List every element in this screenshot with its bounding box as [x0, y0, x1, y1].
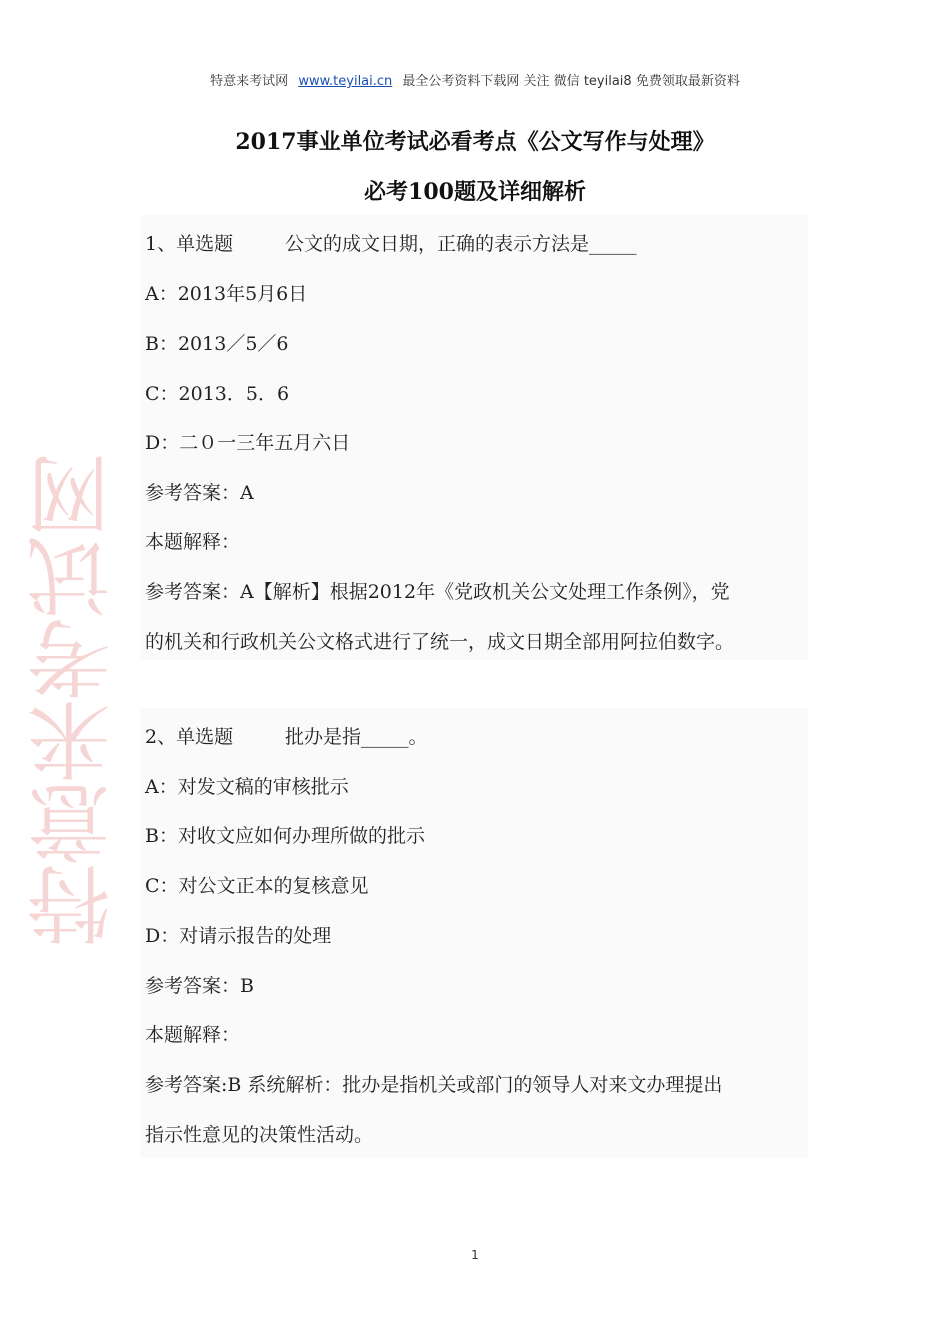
explain-label: 本题解释：	[145, 1024, 241, 1046]
doc-title-line1: 2017事业单位考试必看考点《公文写作与处理》	[235, 129, 715, 155]
explain-line: 的机关和行政机关公文格式进行了统一，成文日期全部用阿拉伯数字。	[145, 631, 735, 653]
explain-line: 指示性意见的决策性活动。	[145, 1124, 374, 1146]
question-header	[145, 722, 428, 749]
site-link[interactable]: www.teyilai.cn	[298, 74, 393, 89]
watermark-text: 特意来考试网	[26, 455, 124, 947]
answer-text: 参考答案：B	[145, 975, 254, 997]
option-d: D：对请示报告的处理	[145, 925, 332, 947]
explain-label: 本题解释：	[145, 531, 241, 553]
doc-title-line2: 必考100题及详细解析	[364, 179, 586, 205]
page-number: 1	[471, 1248, 479, 1262]
answer-text: 参考答案：A	[145, 482, 254, 504]
explain-line: 参考答案：A【解析】根据2012年《党政机关公文处理工作条例》，党	[145, 581, 730, 603]
question-header	[145, 229, 637, 256]
question-block-1	[140, 215, 808, 660]
question-stem: 公文的成文日期，正确的表示方法是_____	[285, 233, 637, 255]
option-d: D：二０一三年五月六日	[145, 432, 351, 454]
option-b: B：对收文应如何办理所做的批示	[145, 825, 425, 847]
question-number: 1、单选题	[145, 233, 234, 255]
option-a: A：2013年5月6日	[145, 283, 308, 305]
question-block-2	[140, 708, 808, 1158]
option-b: B：2013／5／6	[145, 333, 289, 355]
site-header	[0, 70, 950, 89]
explain-line: 参考答案:B 系统解析：批办是指机关或部门的领导人对来文办理提出	[145, 1074, 723, 1096]
question-number: 2、单选题	[145, 726, 234, 748]
option-c: C：对公文正本的复核意见	[145, 875, 369, 897]
header-suffix: 最全公考资料下载网 关注 微信 teyilai8 免费领取最新资料	[402, 74, 740, 89]
header-prefix: 特意来考试网	[210, 74, 289, 89]
option-a: A：对发文稿的审核批示	[145, 776, 349, 798]
question-stem: 批办是指_____。	[285, 726, 428, 748]
option-c: C：2013．5．6	[145, 383, 290, 405]
